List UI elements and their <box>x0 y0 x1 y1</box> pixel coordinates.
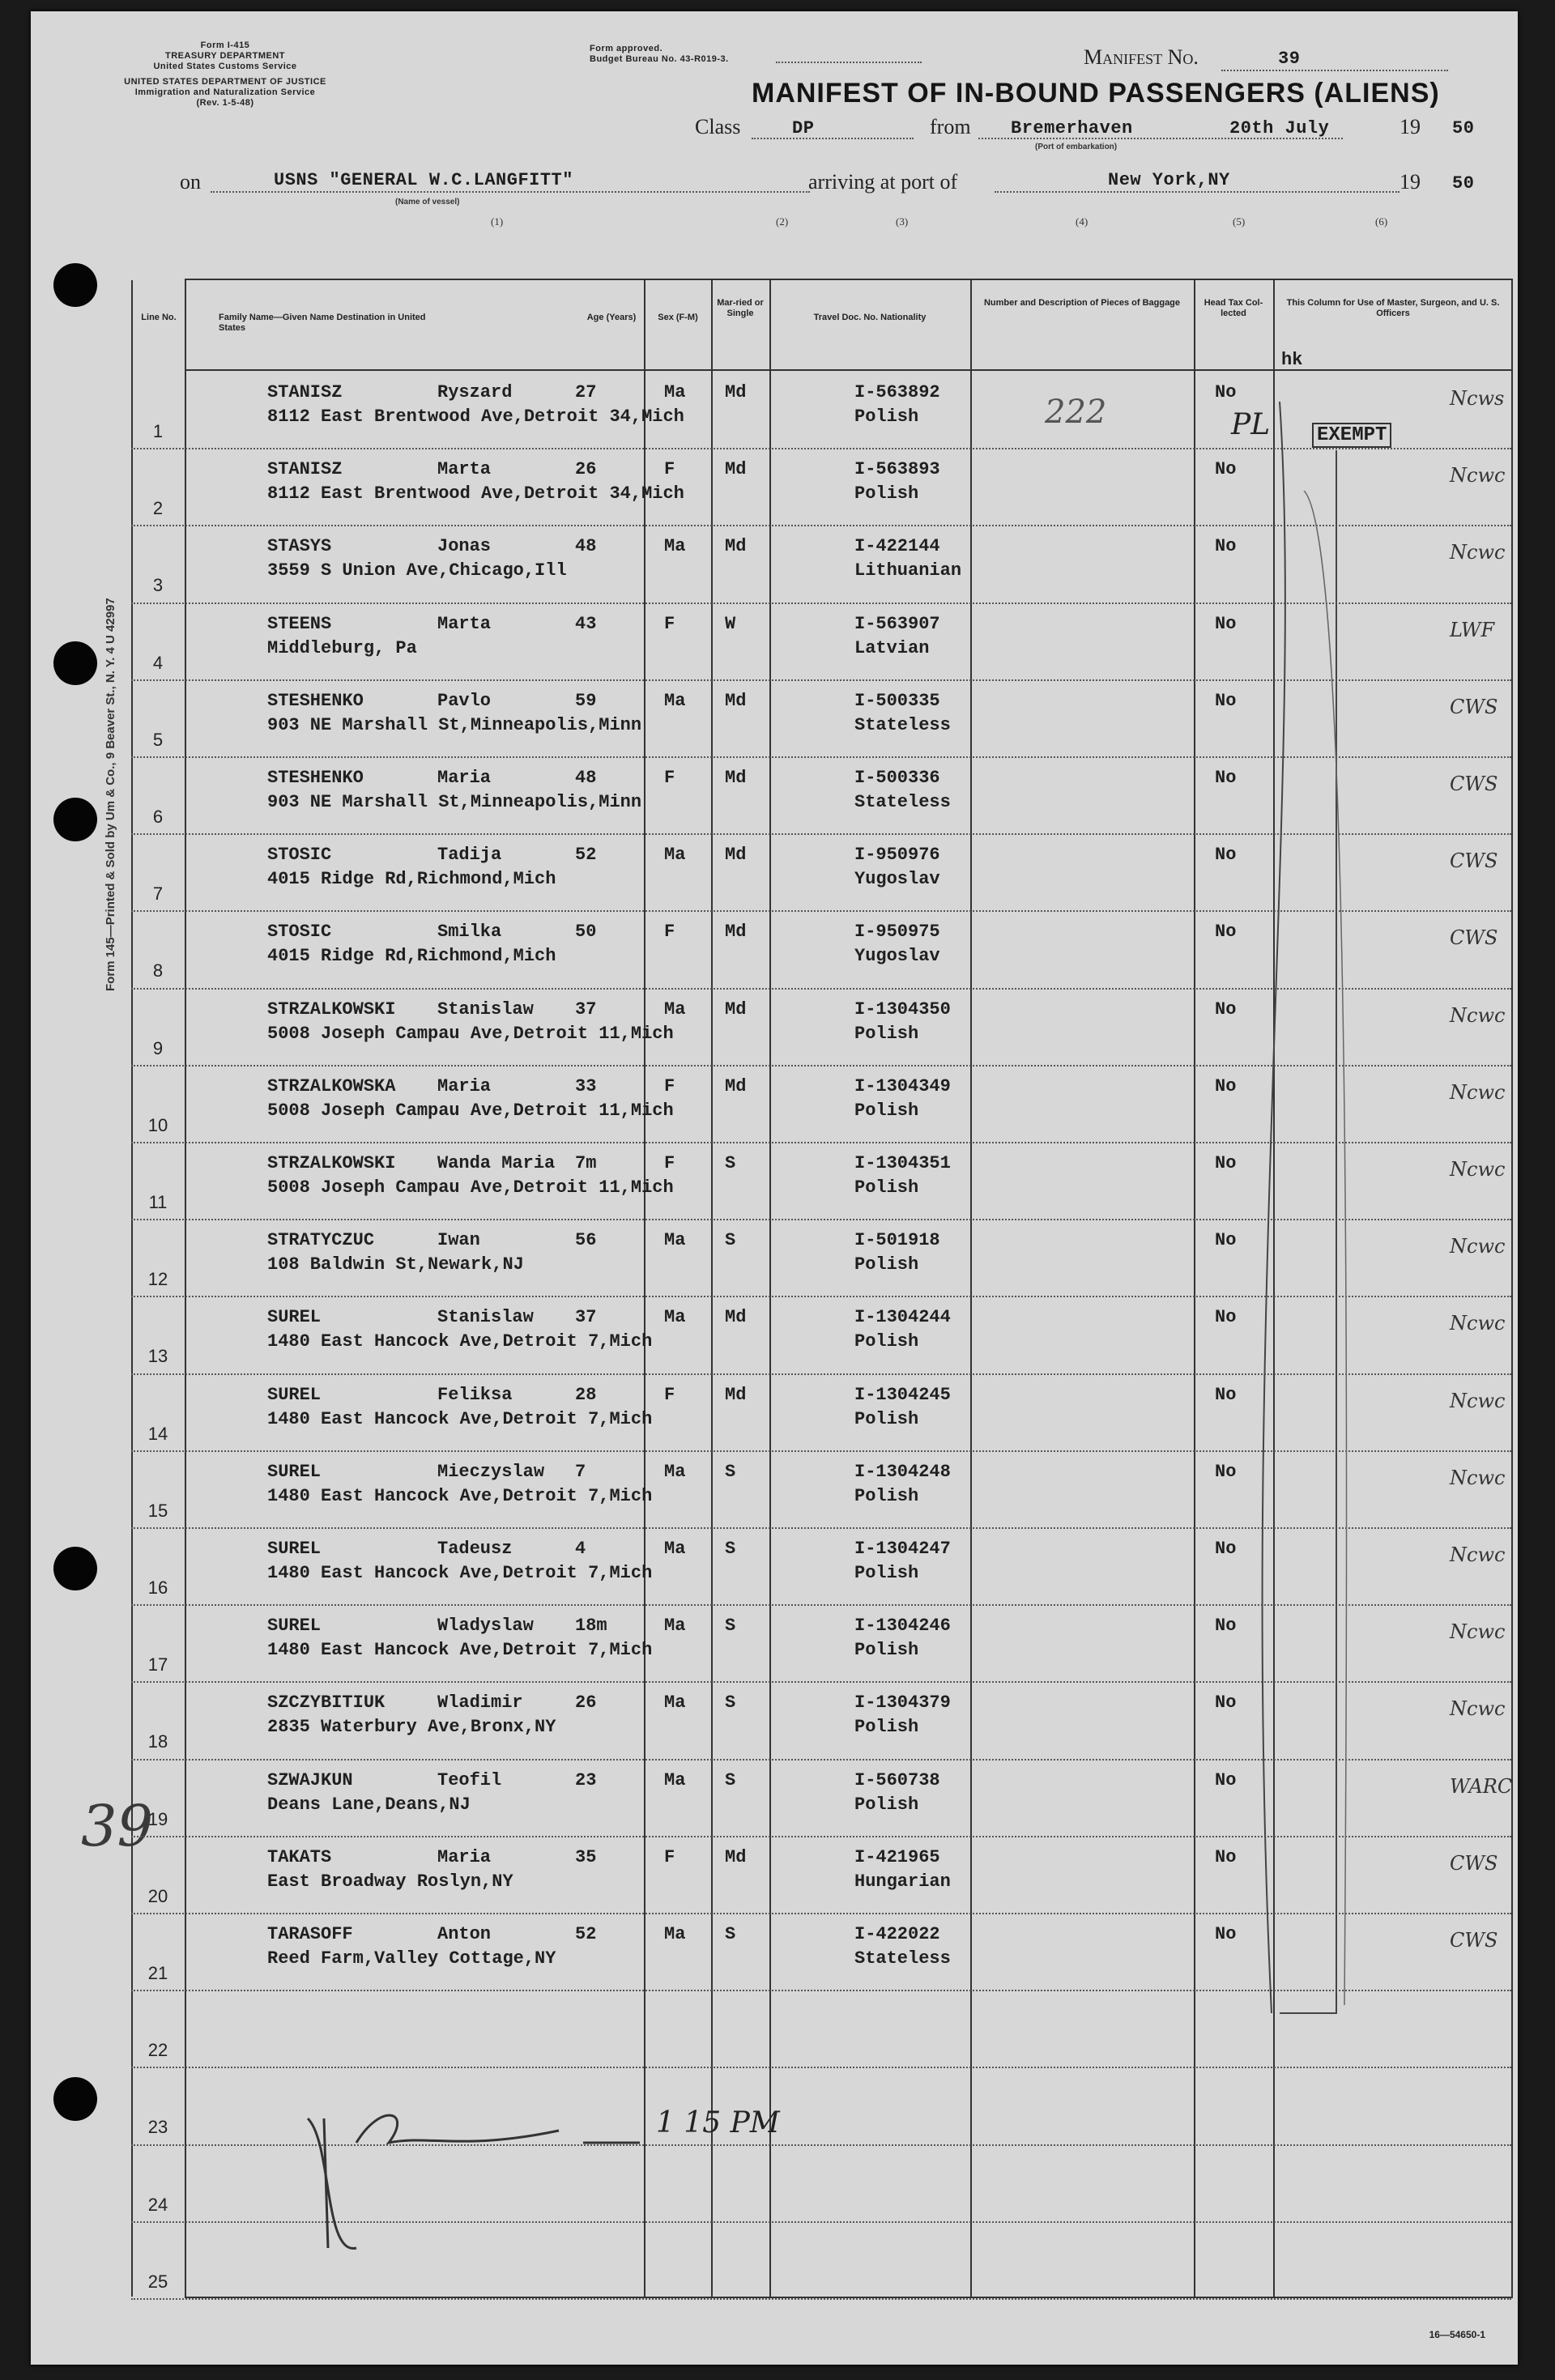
nationality: Stateless <box>854 714 951 735</box>
line-number: 1 <box>152 421 164 441</box>
baggage-count: 222 <box>1045 394 1107 431</box>
sailing-date: 20th July <box>1229 118 1330 138</box>
travel-doc-number: I-1304245 <box>854 1384 951 1405</box>
form-number: Form I-415 <box>200 40 250 50</box>
address: 3559 S Union Ave,Chicago,Ill <box>267 560 567 581</box>
officer-note: Ncwc <box>1450 1003 1506 1027</box>
travel-doc-number: I-422022 <box>854 1924 940 1944</box>
given-name: Tadija <box>437 845 502 866</box>
family-name: STRZALKOWSKI <box>267 998 396 1020</box>
col-number-4: (4) <box>1076 215 1088 228</box>
officer-note: CWS <box>1450 926 1498 950</box>
age: 52 <box>575 1924 597 1944</box>
header-travel-doc: Travel Doc. No. Nationality <box>813 313 927 322</box>
head-tax: No <box>1215 1307 1237 1328</box>
sail-year: 50 <box>1452 118 1475 138</box>
head-tax: No <box>1215 1539 1237 1559</box>
travel-doc-number: I-563893 <box>854 459 940 480</box>
marital-status: Md <box>725 1384 747 1405</box>
given-name: Tadeusz <box>437 1539 513 1559</box>
given-name: Pavlo <box>437 690 492 711</box>
sex: Ma <box>664 1230 686 1251</box>
col-number-2: (2) <box>776 215 789 228</box>
family-name: SZCZYBITIUK <box>267 1692 386 1714</box>
travel-doc-number: I-950976 <box>854 845 940 866</box>
nationality: Polish <box>854 1100 919 1121</box>
travel-doc-number: I-563907 <box>854 613 940 634</box>
handwriting-overlay <box>186 280 1511 2297</box>
officer-note: CWS <box>1450 1851 1498 1875</box>
time-note: 1 15 PM <box>656 2106 780 2139</box>
nationality: Polish <box>854 407 919 427</box>
family-name: STANISZ <box>267 459 343 480</box>
sex: Ma <box>664 1461 686 1482</box>
from-label: from <box>930 115 971 138</box>
sex: F <box>664 1075 675 1096</box>
nationality: Stateless <box>854 1948 951 1969</box>
line-number: 8 <box>152 960 164 981</box>
head-tax: No <box>1215 1616 1237 1637</box>
address: 903 NE Marshall St,Minneapolis,Minn <box>267 792 642 812</box>
marital-status: S <box>725 1230 736 1251</box>
nationality: Lithuanian <box>854 560 962 581</box>
officer-note: Ncwc <box>1450 1466 1506 1489</box>
address: 4015 Ridge Rd,Richmond,Mich <box>267 869 556 890</box>
travel-doc-number: I-950975 <box>854 922 940 943</box>
family-name: SUREL <box>267 1539 322 1559</box>
age: 7 <box>575 1461 586 1482</box>
nationality: Polish <box>854 1717 919 1738</box>
marital-status: S <box>725 1461 736 1482</box>
age: 4 <box>575 1539 586 1559</box>
marital-status: Md <box>725 1075 747 1096</box>
officer-note: Ncwc <box>1450 1389 1506 1412</box>
age: 43 <box>575 613 597 634</box>
line-number: 18 <box>147 1731 168 1752</box>
line-number: 7 <box>152 883 164 905</box>
family-name: STESHENKO <box>267 768 364 788</box>
line-number: 11 <box>148 1192 168 1212</box>
marital-status: Md <box>725 536 747 557</box>
header-age: Age (Years) <box>586 313 637 322</box>
nationality: Polish <box>854 1177 919 1198</box>
head-tax: No <box>1215 459 1237 480</box>
class-value: DP <box>792 118 815 138</box>
marital-status: Md <box>725 382 747 402</box>
line-number: 6 <box>152 807 164 827</box>
line-number: 20 <box>147 1885 168 1906</box>
family-name: SUREL <box>267 1384 322 1405</box>
marital-status: Md <box>725 1846 747 1867</box>
printer-imprint: Form 145—Printed & Sold by Um & Co., 9 Beaver St., N. Y. 4 U 42997 <box>104 598 117 991</box>
given-name: Wladimir <box>437 1692 523 1714</box>
age: 26 <box>575 459 597 480</box>
sex: F <box>664 1384 675 1405</box>
budget-bureau: Budget Bureau No. 43-R019-3. <box>590 54 729 64</box>
nationality: Polish <box>854 1023 919 1044</box>
family-name: SUREL <box>267 1616 322 1637</box>
given-name: Maria <box>437 1846 492 1867</box>
header-officers: This Column for Use of Master, Surgeon, and U. S. Officers <box>1286 298 1500 318</box>
given-name: Marta <box>437 459 492 480</box>
travel-doc-number: I-421965 <box>854 1846 940 1867</box>
line-number: 13 <box>147 1346 168 1367</box>
family-name: TARASOFF <box>267 1924 353 1944</box>
age: 33 <box>575 1075 597 1096</box>
head-tax: No <box>1215 1924 1237 1944</box>
age: 56 <box>575 1230 597 1251</box>
address: East Broadway Roslyn,NY <box>267 1871 513 1892</box>
vessel-caption: (Name of vessel) <box>395 198 460 206</box>
punch-hole-4 <box>53 1547 97 1590</box>
given-name: Maria <box>437 1075 492 1096</box>
line-number: 2 <box>152 498 164 519</box>
col-number-1: (1) <box>491 215 504 228</box>
age: 7m <box>575 1153 597 1173</box>
sex: Ma <box>664 998 686 1020</box>
head-tax: No <box>1215 998 1237 1020</box>
given-name: Anton <box>437 1924 492 1944</box>
nationality: Polish <box>854 1485 919 1506</box>
marital-status: S <box>725 1924 736 1944</box>
officer-note: CWS <box>1450 695 1498 718</box>
arrival-year: 50 <box>1452 173 1475 194</box>
address: 5008 Joseph Campau Ave,Detroit 11,Mich <box>267 1100 674 1121</box>
given-name: Iwan <box>437 1230 480 1251</box>
marital-status: S <box>725 1769 736 1790</box>
given-name: Wanda Maria <box>437 1153 556 1173</box>
head-tax: No <box>1215 613 1237 634</box>
travel-doc-number: I-1304248 <box>854 1461 951 1482</box>
given-name: Wladyslaw <box>437 1616 534 1637</box>
marital-status: S <box>725 1539 736 1559</box>
age: 35 <box>575 1846 597 1867</box>
officer-note: CWS <box>1450 849 1498 873</box>
age: 26 <box>575 1692 597 1714</box>
nationality: Polish <box>854 483 919 505</box>
travel-doc-number: I-1304247 <box>854 1539 951 1559</box>
pl-mark: PL <box>1231 408 1271 441</box>
age: 23 <box>575 1769 597 1790</box>
line-number: 19 <box>147 1808 168 1829</box>
sex: F <box>664 1846 675 1867</box>
sex: Ma <box>664 1924 686 1944</box>
vessel-name: USNS "GENERAL W.C.LANGFITT" <box>274 170 573 190</box>
line-number: 9 <box>152 1037 164 1058</box>
row-divider <box>131 2298 1511 2300</box>
line-number: 25 <box>147 2271 168 2292</box>
officer-note: Ncwc <box>1450 1235 1506 1258</box>
customs-line: United States Customs Service <box>153 62 297 71</box>
sex: F <box>664 922 675 943</box>
family-name: STRATYCZUC <box>267 1230 375 1251</box>
address: 1480 East Hancock Ave,Detroit 7,Mich <box>267 1563 653 1583</box>
head-tax: No <box>1215 922 1237 943</box>
sex: Ma <box>664 1539 686 1559</box>
travel-doc-number: I-500336 <box>854 768 940 788</box>
travel-doc-number: I-1304246 <box>854 1616 951 1637</box>
marital-status: Md <box>725 690 747 711</box>
form-approved: Form approved. <box>590 44 663 53</box>
officer-note: Ncwc <box>1450 1312 1506 1335</box>
line-number: 4 <box>152 652 164 673</box>
exempt-stamp: EXEMPT <box>1312 423 1391 448</box>
nationality: Polish <box>854 1331 919 1352</box>
arrival-port: New York,NY <box>1108 170 1230 190</box>
officers-initials: hk <box>1281 350 1303 370</box>
address: 8112 East Brentwood Ave,Detroit 34,Mich <box>267 483 684 505</box>
address: 1480 East Hancock Ave,Detroit 7,Mich <box>267 1485 653 1506</box>
family-name: STANISZ <box>267 382 343 402</box>
travel-doc-number: I-560738 <box>854 1769 940 1790</box>
sex: Ma <box>664 1307 686 1328</box>
margin-number: 39 <box>81 1793 154 1859</box>
marital-status: Md <box>725 768 747 788</box>
line-number: 12 <box>147 1269 168 1290</box>
arriving-label: arriving at port of <box>808 170 958 194</box>
given-name: Stanislaw <box>437 1307 534 1328</box>
travel-doc-number: I-500335 <box>854 690 940 711</box>
age: 28 <box>575 1384 597 1405</box>
officer-note: CWS <box>1450 1929 1498 1952</box>
sex: Ma <box>664 690 686 711</box>
head-tax: No <box>1215 1153 1237 1173</box>
head-tax: No <box>1215 1384 1237 1405</box>
given-name: Mieczyslaw <box>437 1461 545 1482</box>
line-number: 10 <box>147 1114 168 1135</box>
marital-status: Md <box>725 922 747 943</box>
col-number-5: (5) <box>1233 215 1246 228</box>
revision-line: (Rev. 1-5-48) <box>196 98 254 108</box>
family-name: TAKATS <box>267 1846 332 1867</box>
nationality: Yugoslav <box>854 869 940 890</box>
on-label: on <box>180 170 201 194</box>
address: Middleburg, Pa <box>267 637 417 658</box>
footer-code: 16—54650-1 <box>1429 2329 1485 2340</box>
age: 18m <box>575 1616 607 1637</box>
class-label: Class <box>695 115 741 138</box>
address: 5008 Joseph Campau Ave,Detroit 11,Mich <box>267 1023 674 1044</box>
punch-hole-1 <box>53 263 97 307</box>
address: 2835 Waterbury Ave,Bronx,NY <box>267 1717 556 1738</box>
head-tax: No <box>1215 1075 1237 1096</box>
family-name: STESHENKO <box>267 690 364 711</box>
sex: Ma <box>664 1769 686 1790</box>
family-name: SUREL <box>267 1461 322 1482</box>
line-number: 15 <box>147 1500 168 1521</box>
family-name: STASYS <box>267 536 332 557</box>
head-tax: No <box>1215 690 1237 711</box>
age: 59 <box>575 690 597 711</box>
officer-note: Ncwc <box>1450 1158 1506 1181</box>
line-number: 23 <box>147 2117 168 2138</box>
manifest-page <box>31 11 1518 2365</box>
justice-line: UNITED STATES DEPARTMENT OF JUSTICE <box>124 77 326 87</box>
line-number: 22 <box>147 2040 168 2061</box>
age: 48 <box>575 536 597 557</box>
family-name: STEENS <box>267 613 332 634</box>
punch-hole-3 <box>53 798 97 841</box>
marital-status: S <box>725 1692 736 1714</box>
address: 4015 Ridge Rd,Richmond,Mich <box>267 946 556 967</box>
address: 1480 East Hancock Ave,Detroit 7,Mich <box>267 1331 653 1352</box>
given-name: Feliksa <box>437 1384 513 1405</box>
address: 5008 Joseph Campau Ave,Detroit 11,Mich <box>267 1177 674 1198</box>
age: 50 <box>575 922 597 943</box>
officer-note: Ncwc <box>1450 1080 1506 1104</box>
age: 27 <box>575 382 597 402</box>
sex: Ma <box>664 1692 686 1714</box>
nationality: Latvian <box>854 637 930 658</box>
nationality: Hungarian <box>854 1871 951 1892</box>
line-number: 5 <box>152 729 164 750</box>
manifest-label: Manifest No. <box>1084 45 1199 69</box>
nationality: Polish <box>854 1408 919 1429</box>
nationality: Polish <box>854 1794 919 1815</box>
line-number: 3 <box>152 575 164 596</box>
sex: Ma <box>664 382 686 402</box>
given-name: Stanislaw <box>437 998 534 1020</box>
marital-status: Md <box>725 459 747 480</box>
passenger-table <box>141 279 1513 2298</box>
header-baggage: Number and Description of Pieces of Baggage <box>983 298 1181 308</box>
marital-status: Md <box>725 1307 747 1328</box>
line-number: 17 <box>147 1654 168 1675</box>
family-name: STRZALKOWSKA <box>267 1075 396 1096</box>
punch-hole-2 <box>53 641 97 685</box>
head-tax: No <box>1215 1846 1237 1867</box>
address: 8112 East Brentwood Ave,Detroit 34,Mich <box>267 407 684 427</box>
address: Deans Lane,Deans,NJ <box>267 1794 471 1815</box>
travel-doc-number: I-563892 <box>854 382 940 402</box>
marital-status: Md <box>725 845 747 866</box>
page-title: MANIFEST OF IN-BOUND PASSENGERS (ALIENS) <box>752 78 1440 109</box>
age: 37 <box>575 1307 597 1328</box>
header-line-no: Line No. <box>141 313 177 322</box>
travel-doc-number: I-1304350 <box>854 998 951 1020</box>
sail-year-prefix: 19 <box>1400 115 1421 138</box>
sex: F <box>664 768 675 788</box>
travel-doc-number: I-1304379 <box>854 1692 951 1714</box>
officer-note: Ncwc <box>1450 464 1506 487</box>
treasury-line: TREASURY DEPARTMENT <box>164 51 286 61</box>
nationality: Polish <box>854 1254 919 1275</box>
travel-doc-number: I-1304349 <box>854 1075 951 1096</box>
officer-note: CWS <box>1450 773 1498 795</box>
family-name: STOSIC <box>267 845 332 866</box>
officer-note: Ncwc <box>1450 541 1506 564</box>
embarkation-port: Bremerhaven <box>1011 118 1133 138</box>
sex: F <box>664 459 675 480</box>
officer-note: Ncwc <box>1450 1697 1506 1721</box>
address: 1480 East Hancock Ave,Detroit 7,Mich <box>267 1640 653 1661</box>
header-sex: Sex (F-M) <box>658 313 698 322</box>
age: 48 <box>575 768 597 788</box>
officer-note: WARC <box>1450 1774 1513 1798</box>
form-header-left <box>104 40 347 109</box>
given-name: Jonas <box>437 536 492 557</box>
nationality: Yugoslav <box>854 946 940 967</box>
given-name: Ryszard <box>437 382 513 402</box>
head-tax: No <box>1215 1461 1237 1482</box>
head-tax: No <box>1215 1769 1237 1790</box>
line-number: 14 <box>147 1423 168 1444</box>
nationality: Polish <box>854 1563 919 1583</box>
head-tax: No <box>1215 1230 1237 1251</box>
marital-status: Md <box>725 998 747 1020</box>
travel-doc-number: I-422144 <box>854 536 940 557</box>
family-name: SUREL <box>267 1307 322 1328</box>
marital-status: W <box>725 613 736 634</box>
given-name: Teofil <box>437 1769 502 1790</box>
head-tax: No <box>1215 536 1237 557</box>
address: 108 Baldwin St,Newark,NJ <box>267 1254 524 1275</box>
head-tax: No <box>1215 1692 1237 1714</box>
officer-note: Ncws <box>1450 387 1505 410</box>
line-number: 24 <box>147 2194 168 2215</box>
marital-status: S <box>725 1616 736 1637</box>
sex: F <box>664 1153 675 1173</box>
col-number-3: (3) <box>896 215 909 228</box>
punch-hole-5 <box>53 2077 97 2121</box>
form-approval <box>590 44 729 65</box>
sex: F <box>664 613 675 634</box>
immigration-line: Immigration and Naturalization Service <box>134 87 316 97</box>
age: 37 <box>575 998 597 1020</box>
address: 1480 East Hancock Ave,Detroit 7,Mich <box>267 1408 653 1429</box>
age: 52 <box>575 845 597 866</box>
sex: Ma <box>664 1616 686 1637</box>
head-tax: No <box>1215 845 1237 866</box>
travel-doc-number: I-501918 <box>854 1230 940 1251</box>
travel-doc-number: I-1304351 <box>854 1153 951 1173</box>
port-caption: (Port of embarkation) <box>1035 143 1118 151</box>
arrival-year-prefix: 19 <box>1400 170 1421 194</box>
header-married: Mar-ried or Single <box>717 298 764 318</box>
col-number-6: (6) <box>1375 215 1388 228</box>
header-head-tax: Head Tax Col-lected <box>1204 298 1263 318</box>
head-tax: No <box>1215 768 1237 788</box>
family-name: STRZALKOWSKI <box>267 1153 396 1173</box>
line-number: 16 <box>147 1577 168 1598</box>
sex: Ma <box>664 536 686 557</box>
given-name: Smilka <box>437 922 502 943</box>
nationality: Stateless <box>854 792 951 812</box>
family-name: SZWAJKUN <box>267 1769 353 1790</box>
address: Reed Farm,Valley Cottage,NY <box>267 1948 556 1969</box>
officer-note: LWF <box>1450 618 1495 641</box>
header-name: Family Name—Given Name Destination in United States <box>219 313 426 333</box>
marital-status: S <box>725 1153 736 1173</box>
family-name: STOSIC <box>267 922 332 943</box>
line-number: 21 <box>147 1963 168 1983</box>
officer-note: Ncwc <box>1450 1620 1506 1644</box>
nationality: Polish <box>854 1640 919 1661</box>
manifest-number: 39 <box>1278 49 1301 69</box>
sex: Ma <box>664 845 686 866</box>
address: 903 NE Marshall St,Minneapolis,Minn <box>267 714 642 735</box>
travel-doc-number: I-1304244 <box>854 1307 951 1328</box>
officer-note: Ncwc <box>1450 1543 1506 1566</box>
given-name: Marta <box>437 613 492 634</box>
given-name: Maria <box>437 768 492 788</box>
head-tax: No <box>1215 382 1237 402</box>
